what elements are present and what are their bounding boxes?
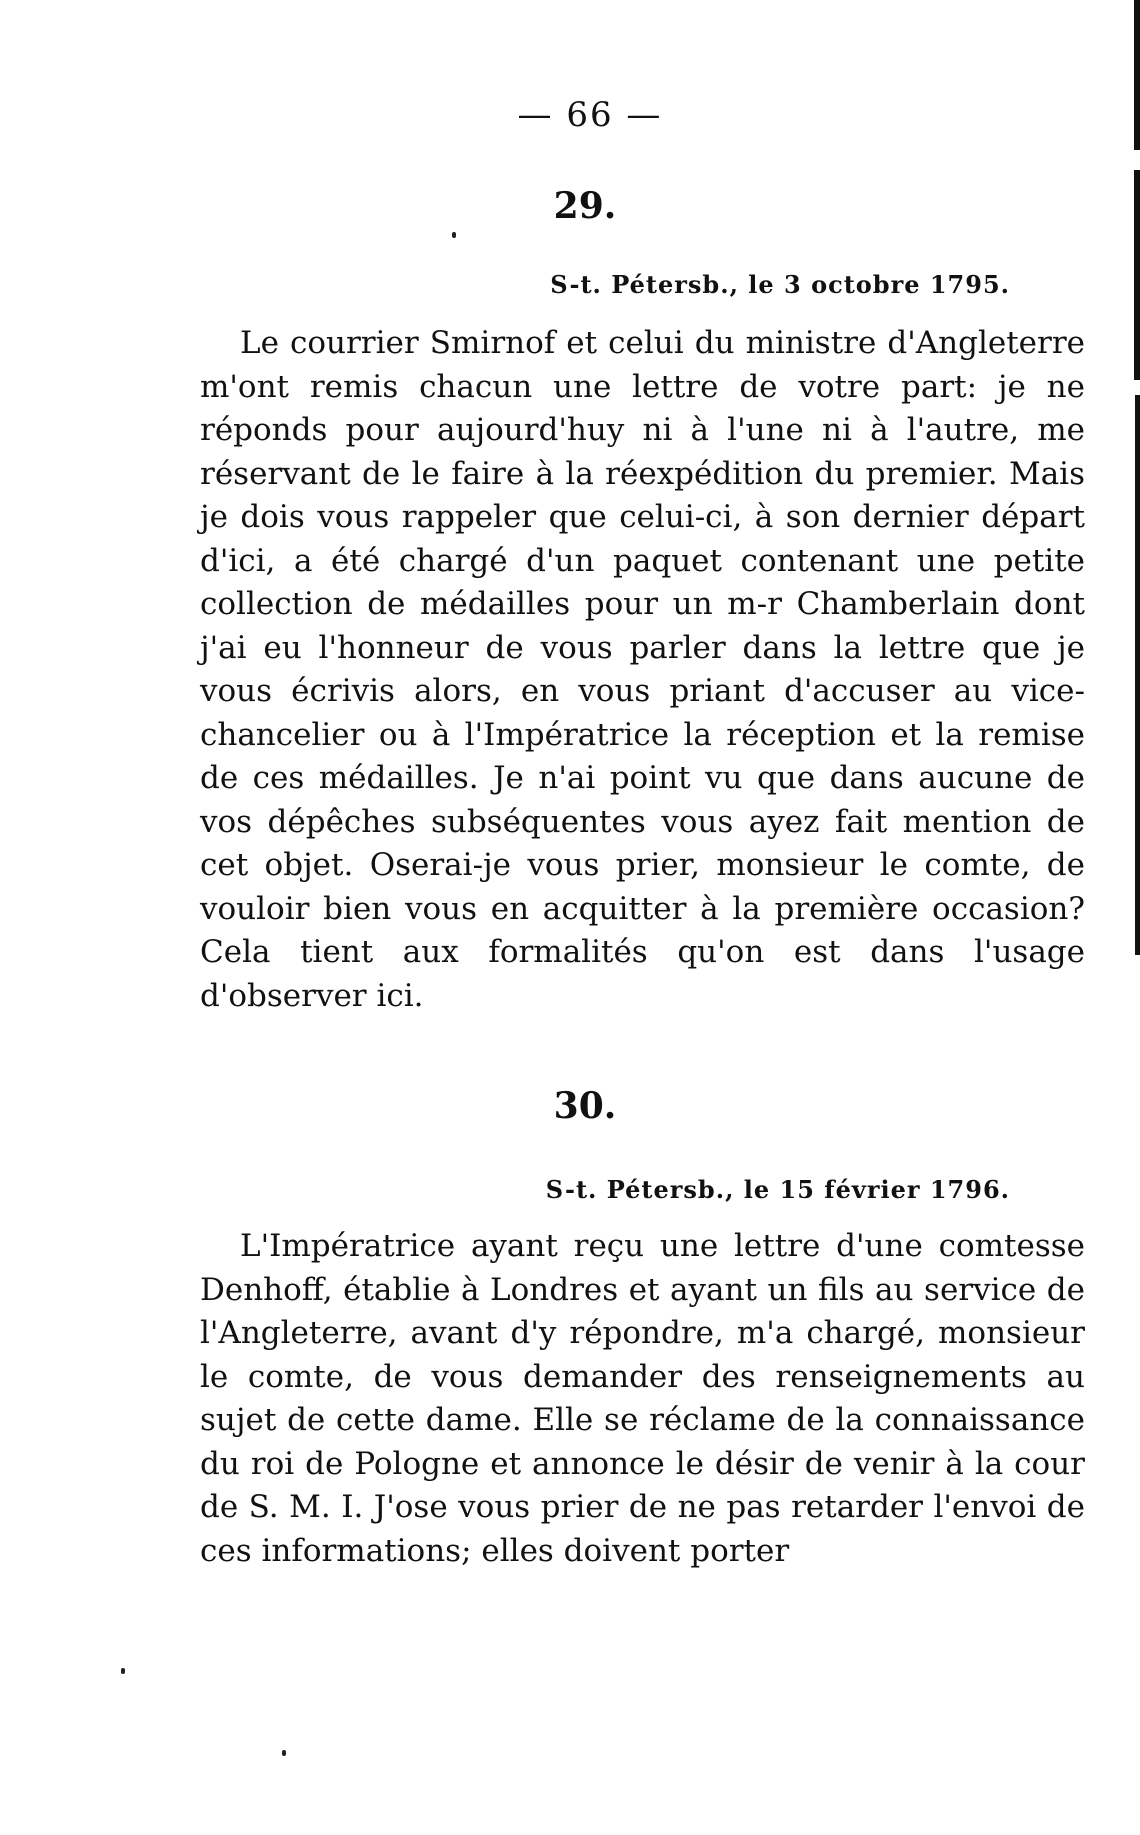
letter-number: 30.: [553, 1085, 617, 1127]
scan-speck: [121, 1668, 125, 1674]
scan-edge-mark: [1135, 395, 1140, 955]
scan-speck: [452, 232, 456, 238]
page-number: — 66 —: [517, 95, 663, 135]
letter-dateline: S-t. Pétersb., le 15 février 1796.: [545, 1175, 1010, 1204]
letter-body: Le courrier Smirnof et celui du ministre d'Angleterre m'ont remis chacun une lettre de votre part: je ne réponds pour aujourd'huy ni à l'une ni à l'autre, me réservant de le faire à la réexpédition du premier. Mais je dois vous rappeler que celui-ci, à son dernier départ d'ici, a été chargé d'un paquet contenant une petite collection de médailles pour un m-r Chamberlain dont j'ai eu l'honneur de vous parler dans la lettre que je vous écrivis alors, en vous priant d'accuser au vice-chancelier ou à l'Impératrice la réception et la remise de ces médailles. Je n'ai point vu que dans aucune de vos dépêches subséquentes vous ayez fait mention de cet objet. Oserai-je vous prier, monsieur le comte, de vouloir bien vous en acquitter à la première occasion? Cela tient aux formalités qu'on est dans l'usage d'observer ici.: [200, 325, 1085, 1014]
letter-number: 29.: [553, 185, 617, 227]
scan-edge-mark: [1134, 170, 1140, 380]
letter-body: L'Impératrice ayant reçu une lettre d'une comtesse Denhoff, établie à Londres et ayant un fils au service de l'Angleterre, avant d'y répondre, m'a chargé, monsieur le comte, de vous demander des renseignements au sujet de cette dame. Elle se réclame de la connaissance du roi de Pologne et annonce le désir de venir à la cour de S. M. I. J'ose vous prier de ne pas retarder l'envoi de ces informations; elles doivent porter: [200, 1228, 1085, 1569]
scan-edge-mark: [1134, 0, 1140, 150]
scan-speck: [282, 1750, 286, 1756]
letter-dateline: S-t. Pétersb., le 3 octobre 1795.: [550, 270, 1010, 299]
